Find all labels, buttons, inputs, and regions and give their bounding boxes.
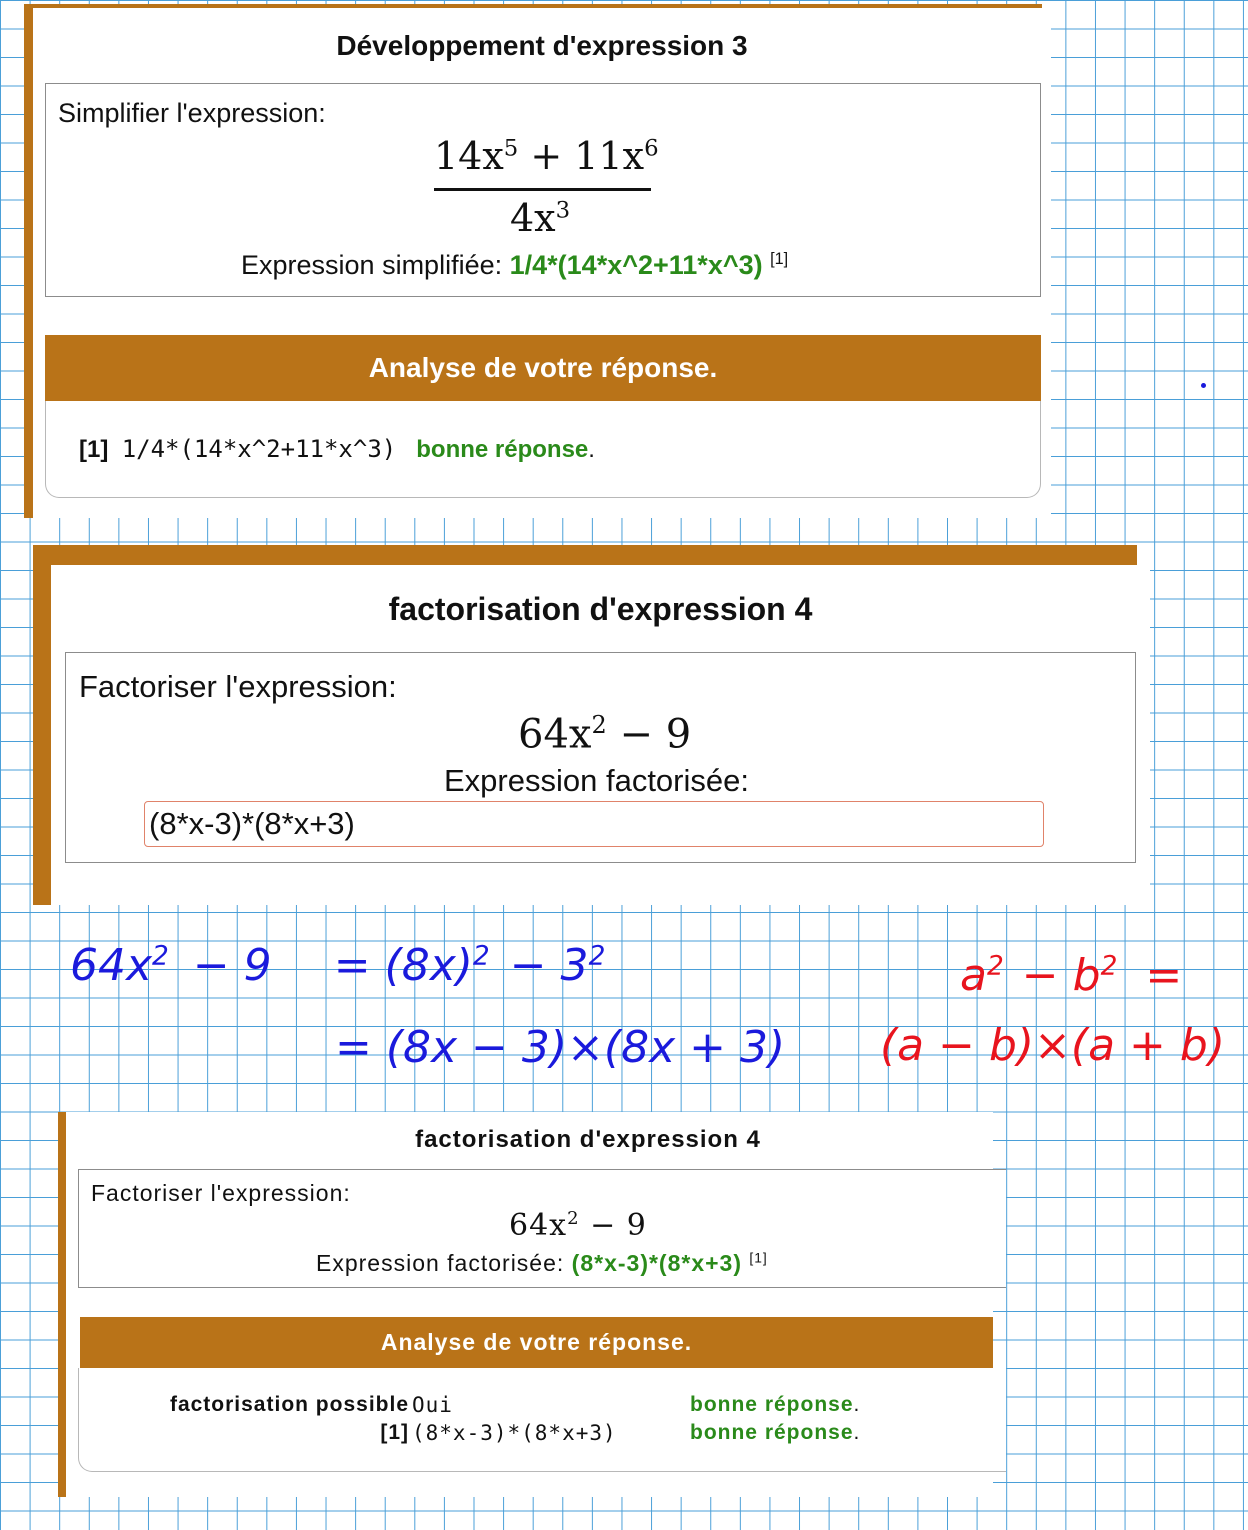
panel3-title: factorisation d'expression 4	[415, 1126, 761, 1153]
panel2-result-label: Expression factorisée:	[444, 763, 749, 798]
answer-input[interactable]	[144, 801, 1044, 847]
fraction-bar	[434, 188, 651, 191]
footnote-ref: [1]	[770, 250, 789, 268]
footnote-ref: [1]	[749, 1250, 768, 1266]
fraction-denominator: $4x^3$	[510, 196, 571, 240]
analysis-row-1: factorisation possible Oui bonne réponse.	[169, 1393, 861, 1417]
verdict: bonne réponse	[690, 1421, 854, 1444]
verdict: bonne réponse	[416, 436, 589, 463]
panel3	[66, 1112, 993, 1497]
analysis-row: [1] 1/4*(14*x^2+11*x^3) bonne réponse.	[79, 435, 595, 463]
panel1-title: Développement d'expression 3	[336, 30, 748, 61]
analysis-row-2: [1] (8*x-3)*(8*x+3) bonne réponse.	[380, 1421, 861, 1445]
handwritten-note-red: $a^2 - b^2$ = (a − b)×(a + b)	[880, 950, 1225, 1071]
panel2-question-box	[65, 652, 1136, 863]
panel3-result: Expression factorisée: (8*x-3)*(8*x+3) [1]	[316, 1250, 768, 1276]
panel2-left-accent	[33, 545, 51, 905]
panel3-question-box	[78, 1169, 1006, 1288]
panel3-left-accent	[58, 1112, 66, 1497]
panel2-expression: $64x^2 - 9$	[518, 711, 692, 758]
panel1	[33, 8, 1051, 518]
panel2	[51, 565, 1150, 905]
panel3-prompt: Factoriser l'expression:	[91, 1180, 351, 1206]
fraction-numerator: $14x^5 + 11x^6$	[434, 134, 659, 178]
panel2-title: factorisation d'expression 4	[388, 591, 813, 627]
panel1-left-accent	[24, 4, 33, 518]
panel3-analysis-header: Analyse de votre réponse.	[80, 1317, 993, 1368]
stray-dot	[1201, 383, 1206, 388]
panel2-top-accent	[33, 545, 1137, 565]
handwritten-note-blue: $64x^2 - 9 = (8x)^2 - 3^2$ = (8x − 3)×(8x + 3)	[70, 940, 786, 1073]
panel3-analysis-body	[78, 1368, 1006, 1472]
panel1-analysis-body	[45, 401, 1041, 498]
panel3-expression: $64x^2 - 9$	[509, 1208, 647, 1243]
panel1-analysis-header: Analyse de votre réponse.	[45, 335, 1041, 401]
verdict: bonne réponse	[690, 1393, 854, 1416]
panel2-prompt: Factoriser l'expression:	[79, 669, 397, 704]
panel1-question-box	[45, 83, 1041, 297]
panel1-prompt: Simplifier l'expression:	[58, 98, 326, 128]
panel1-result: Expression simplifiée: 1/4*(14*x^2+11*x^3) [1]	[241, 250, 789, 280]
